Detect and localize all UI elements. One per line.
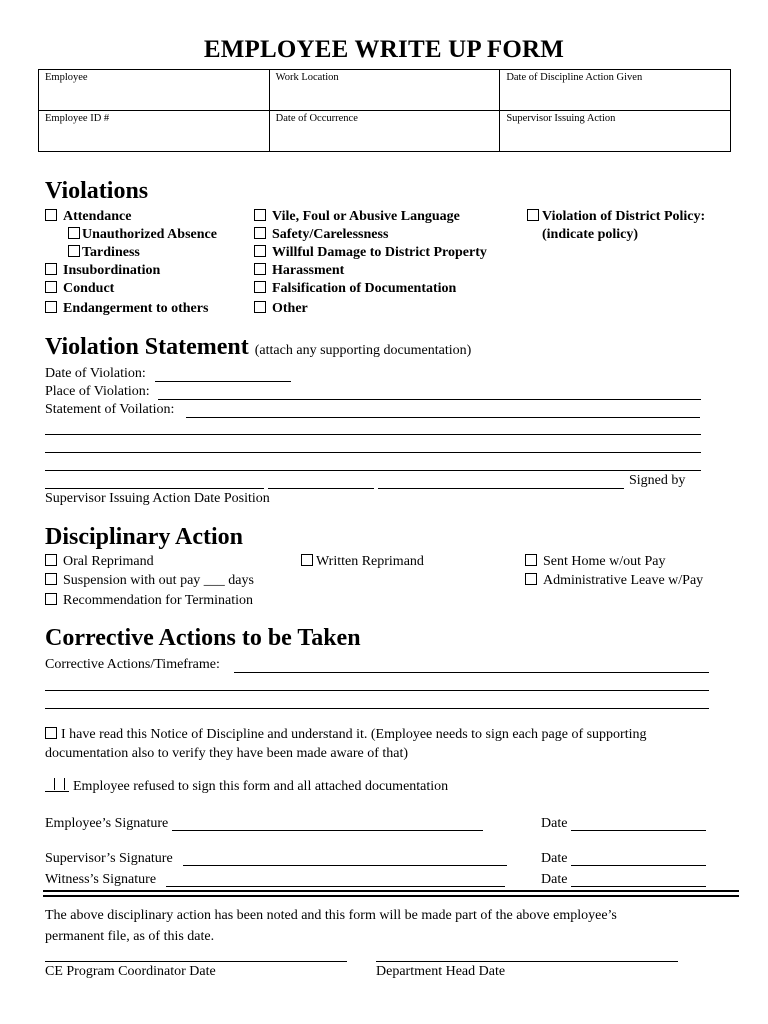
refused-checkbox[interactable] xyxy=(45,779,69,792)
ce-coordinator-label: CE Program Coordinator Date xyxy=(45,964,216,979)
vile-language-label: Vile, Foul or Abusive Language xyxy=(272,209,460,224)
supervisor-issuing-field[interactable] xyxy=(500,111,731,152)
violation-tardiness[interactable] xyxy=(68,245,140,261)
violations-heading: Violations xyxy=(45,178,149,204)
supervisor-signature-line-2[interactable] xyxy=(183,865,507,866)
employee-info-table xyxy=(38,69,731,152)
acknowledge-checkbox[interactable] xyxy=(45,727,57,739)
signer-caption: Supervisor Issuing Action Date Position xyxy=(45,491,270,506)
violation-conduct[interactable] xyxy=(45,281,114,297)
violation-falsification[interactable] xyxy=(254,281,456,297)
violation-statement-subtitle: (attach any supporting documentation) xyxy=(254,343,472,358)
signed-by-label: Signed by xyxy=(629,473,686,488)
harassment-label: Harassment xyxy=(272,263,345,278)
witness-signature-line[interactable] xyxy=(166,886,505,887)
violation-endangerment[interactable] xyxy=(45,301,208,317)
indicate-policy-label: (indicate policy) xyxy=(542,227,639,242)
refused-row[interactable] xyxy=(45,779,448,795)
admin-leave-checkbox[interactable] xyxy=(525,573,537,585)
employee-id-label: Employee ID # xyxy=(45,113,110,124)
unauthorized-absence-label: Unauthorized Absence xyxy=(82,227,217,242)
statement-line-2[interactable] xyxy=(45,434,701,435)
date-action-given-label: Date of Discipline Action Given xyxy=(506,72,643,83)
falsification-checkbox[interactable] xyxy=(254,281,266,293)
date-of-violation-line[interactable] xyxy=(155,381,291,382)
refused-label: Employee refused to sign this form and all attached documentation xyxy=(73,779,449,794)
endangerment-label: Endangerment to others xyxy=(63,301,209,316)
action-admin-leave[interactable] xyxy=(525,573,703,589)
attendance-checkbox[interactable] xyxy=(45,209,57,221)
suspension-label: Suspension with out pay ___ days xyxy=(63,573,254,588)
corrective-line-3[interactable] xyxy=(45,708,709,709)
suspension-checkbox[interactable] xyxy=(45,573,57,585)
supervisor-date-line[interactable] xyxy=(268,488,374,489)
work-location-field[interactable] xyxy=(269,70,500,111)
falsification-label: Falsification of Documentation xyxy=(272,281,457,296)
statement-line-4[interactable] xyxy=(45,470,701,471)
disciplinary-action-heading: Disciplinary Action xyxy=(45,524,244,550)
footer-note-line-1: The above disciplinary action has been noted and this form will be made part of the above employee’s xyxy=(45,908,617,923)
sent-home-label: Sent Home w/out Pay xyxy=(543,554,666,569)
work-location-label: Work Location xyxy=(275,72,339,83)
violation-insubordination[interactable] xyxy=(45,263,160,279)
tardiness-checkbox[interactable] xyxy=(68,245,80,257)
written-reprimand-label: Written Reprimand xyxy=(316,554,424,569)
district-policy-checkbox[interactable] xyxy=(527,209,539,221)
vile-language-checkbox[interactable] xyxy=(254,209,266,221)
place-of-violation-label: Place of Violation: xyxy=(45,384,150,399)
violation-attendance[interactable] xyxy=(45,209,131,225)
violation-statement-heading xyxy=(45,334,471,361)
violation-safety[interactable] xyxy=(254,227,388,243)
acknowledge-line-2: documentation also to verify they have been made aware of that) xyxy=(45,746,409,761)
employee-date-line[interactable] xyxy=(571,830,706,831)
other-label: Other xyxy=(272,301,308,316)
willful-damage-checkbox[interactable] xyxy=(254,245,266,257)
violation-harassment[interactable] xyxy=(254,263,344,279)
corrective-timeframe-label: Corrective Actions/Timeframe: xyxy=(45,657,220,672)
violation-other[interactable] xyxy=(254,301,308,317)
statement-line-3[interactable] xyxy=(45,452,701,453)
conduct-checkbox[interactable] xyxy=(45,281,57,293)
harassment-checkbox[interactable] xyxy=(254,263,266,275)
tardiness-label: Tardiness xyxy=(82,245,140,260)
oral-reprimand-checkbox[interactable] xyxy=(45,554,57,566)
employee-id-field[interactable] xyxy=(39,111,270,152)
witness-date-line[interactable] xyxy=(571,886,706,887)
endangerment-checkbox[interactable] xyxy=(45,301,57,313)
conduct-label: Conduct xyxy=(63,281,115,296)
safety-label: Safety/Carelessness xyxy=(272,227,389,242)
footer-note-line-2: permanent file, as of this date. xyxy=(45,929,215,944)
statement-label: Statement of Voilation: xyxy=(45,402,175,417)
date-occurrence-field[interactable] xyxy=(269,111,500,152)
place-of-violation-line[interactable] xyxy=(158,399,701,400)
action-sent-home[interactable] xyxy=(525,554,666,570)
attendance-label: Attendance xyxy=(63,209,132,224)
acknowledge-row[interactable] xyxy=(45,727,647,743)
date-of-violation-label: Date of Violation: xyxy=(45,366,146,381)
insubordination-checkbox[interactable] xyxy=(45,263,57,275)
form-title: EMPLOYEE WRITE UP FORM xyxy=(203,36,565,63)
supervisor-signature-label: Supervisor’s Signature xyxy=(45,851,173,866)
recommendation-label: Recommendation for Termination xyxy=(63,593,254,608)
recommendation-checkbox[interactable] xyxy=(45,593,57,605)
corrective-line-2[interactable] xyxy=(45,690,709,691)
district-policy-label: Violation of District Policy: xyxy=(542,209,706,224)
unauthorized-absence-checkbox[interactable] xyxy=(68,227,80,239)
violation-unauthorized-absence[interactable] xyxy=(68,227,217,243)
action-recommendation[interactable] xyxy=(45,593,253,609)
other-checkbox[interactable] xyxy=(254,301,266,313)
violation-statement-title: Violation Statement xyxy=(45,334,249,360)
supervisor-issuing-label: Supervisor Issuing Action xyxy=(506,113,616,124)
insubordination-label: Insubordination xyxy=(63,263,161,278)
department-head-label: Department Head Date xyxy=(376,964,506,979)
action-suspension[interactable] xyxy=(45,573,254,589)
employee-signature-line[interactable] xyxy=(172,830,483,831)
ce-coordinator-signature-line[interactable] xyxy=(45,961,347,962)
witness-date-label: Date xyxy=(541,872,568,887)
violation-vile-language[interactable] xyxy=(254,209,460,225)
acknowledge-line-1: I have read this Notice of Discipline and understand it. (Employee needs to sign each page of supporting xyxy=(61,727,647,742)
supervisor-date-label: Date xyxy=(541,851,568,866)
willful-damage-label: Willful Damage to District Property xyxy=(272,245,487,260)
safety-checkbox[interactable] xyxy=(254,227,266,239)
supervisor-signature-line[interactable] xyxy=(45,488,264,489)
date-action-given-field[interactable] xyxy=(500,70,731,111)
divider-thick-bottom xyxy=(43,895,739,897)
oral-reprimand-label: Oral Reprimand xyxy=(63,554,154,569)
action-oral-reprimand[interactable] xyxy=(45,554,154,570)
date-occurrence-label: Date of Occurrence xyxy=(275,113,358,124)
employee-field[interactable] xyxy=(39,70,270,111)
admin-leave-label: Administrative Leave w/Pay xyxy=(543,573,704,588)
violation-district-policy[interactable] xyxy=(527,209,705,225)
employee-signature-label: Employee’s Signature xyxy=(45,816,169,831)
employee-label: Employee xyxy=(45,72,88,83)
action-written-reprimand[interactable] xyxy=(301,554,424,570)
written-reprimand-checkbox[interactable] xyxy=(301,554,313,566)
statement-line-1[interactable] xyxy=(186,417,700,418)
supervisor-date-line-2[interactable] xyxy=(571,865,706,866)
sent-home-checkbox[interactable] xyxy=(525,554,537,566)
violation-willful-damage[interactable] xyxy=(254,245,487,261)
corrective-line-1[interactable] xyxy=(234,672,709,673)
supervisor-position-line[interactable] xyxy=(378,488,624,489)
department-head-signature-line[interactable] xyxy=(376,961,678,962)
witness-signature-label: Witness’s Signature xyxy=(45,872,157,887)
divider-thick-top xyxy=(43,890,739,892)
corrective-actions-heading: Corrective Actions to be Taken xyxy=(45,625,361,651)
employee-date-label: Date xyxy=(541,816,568,831)
